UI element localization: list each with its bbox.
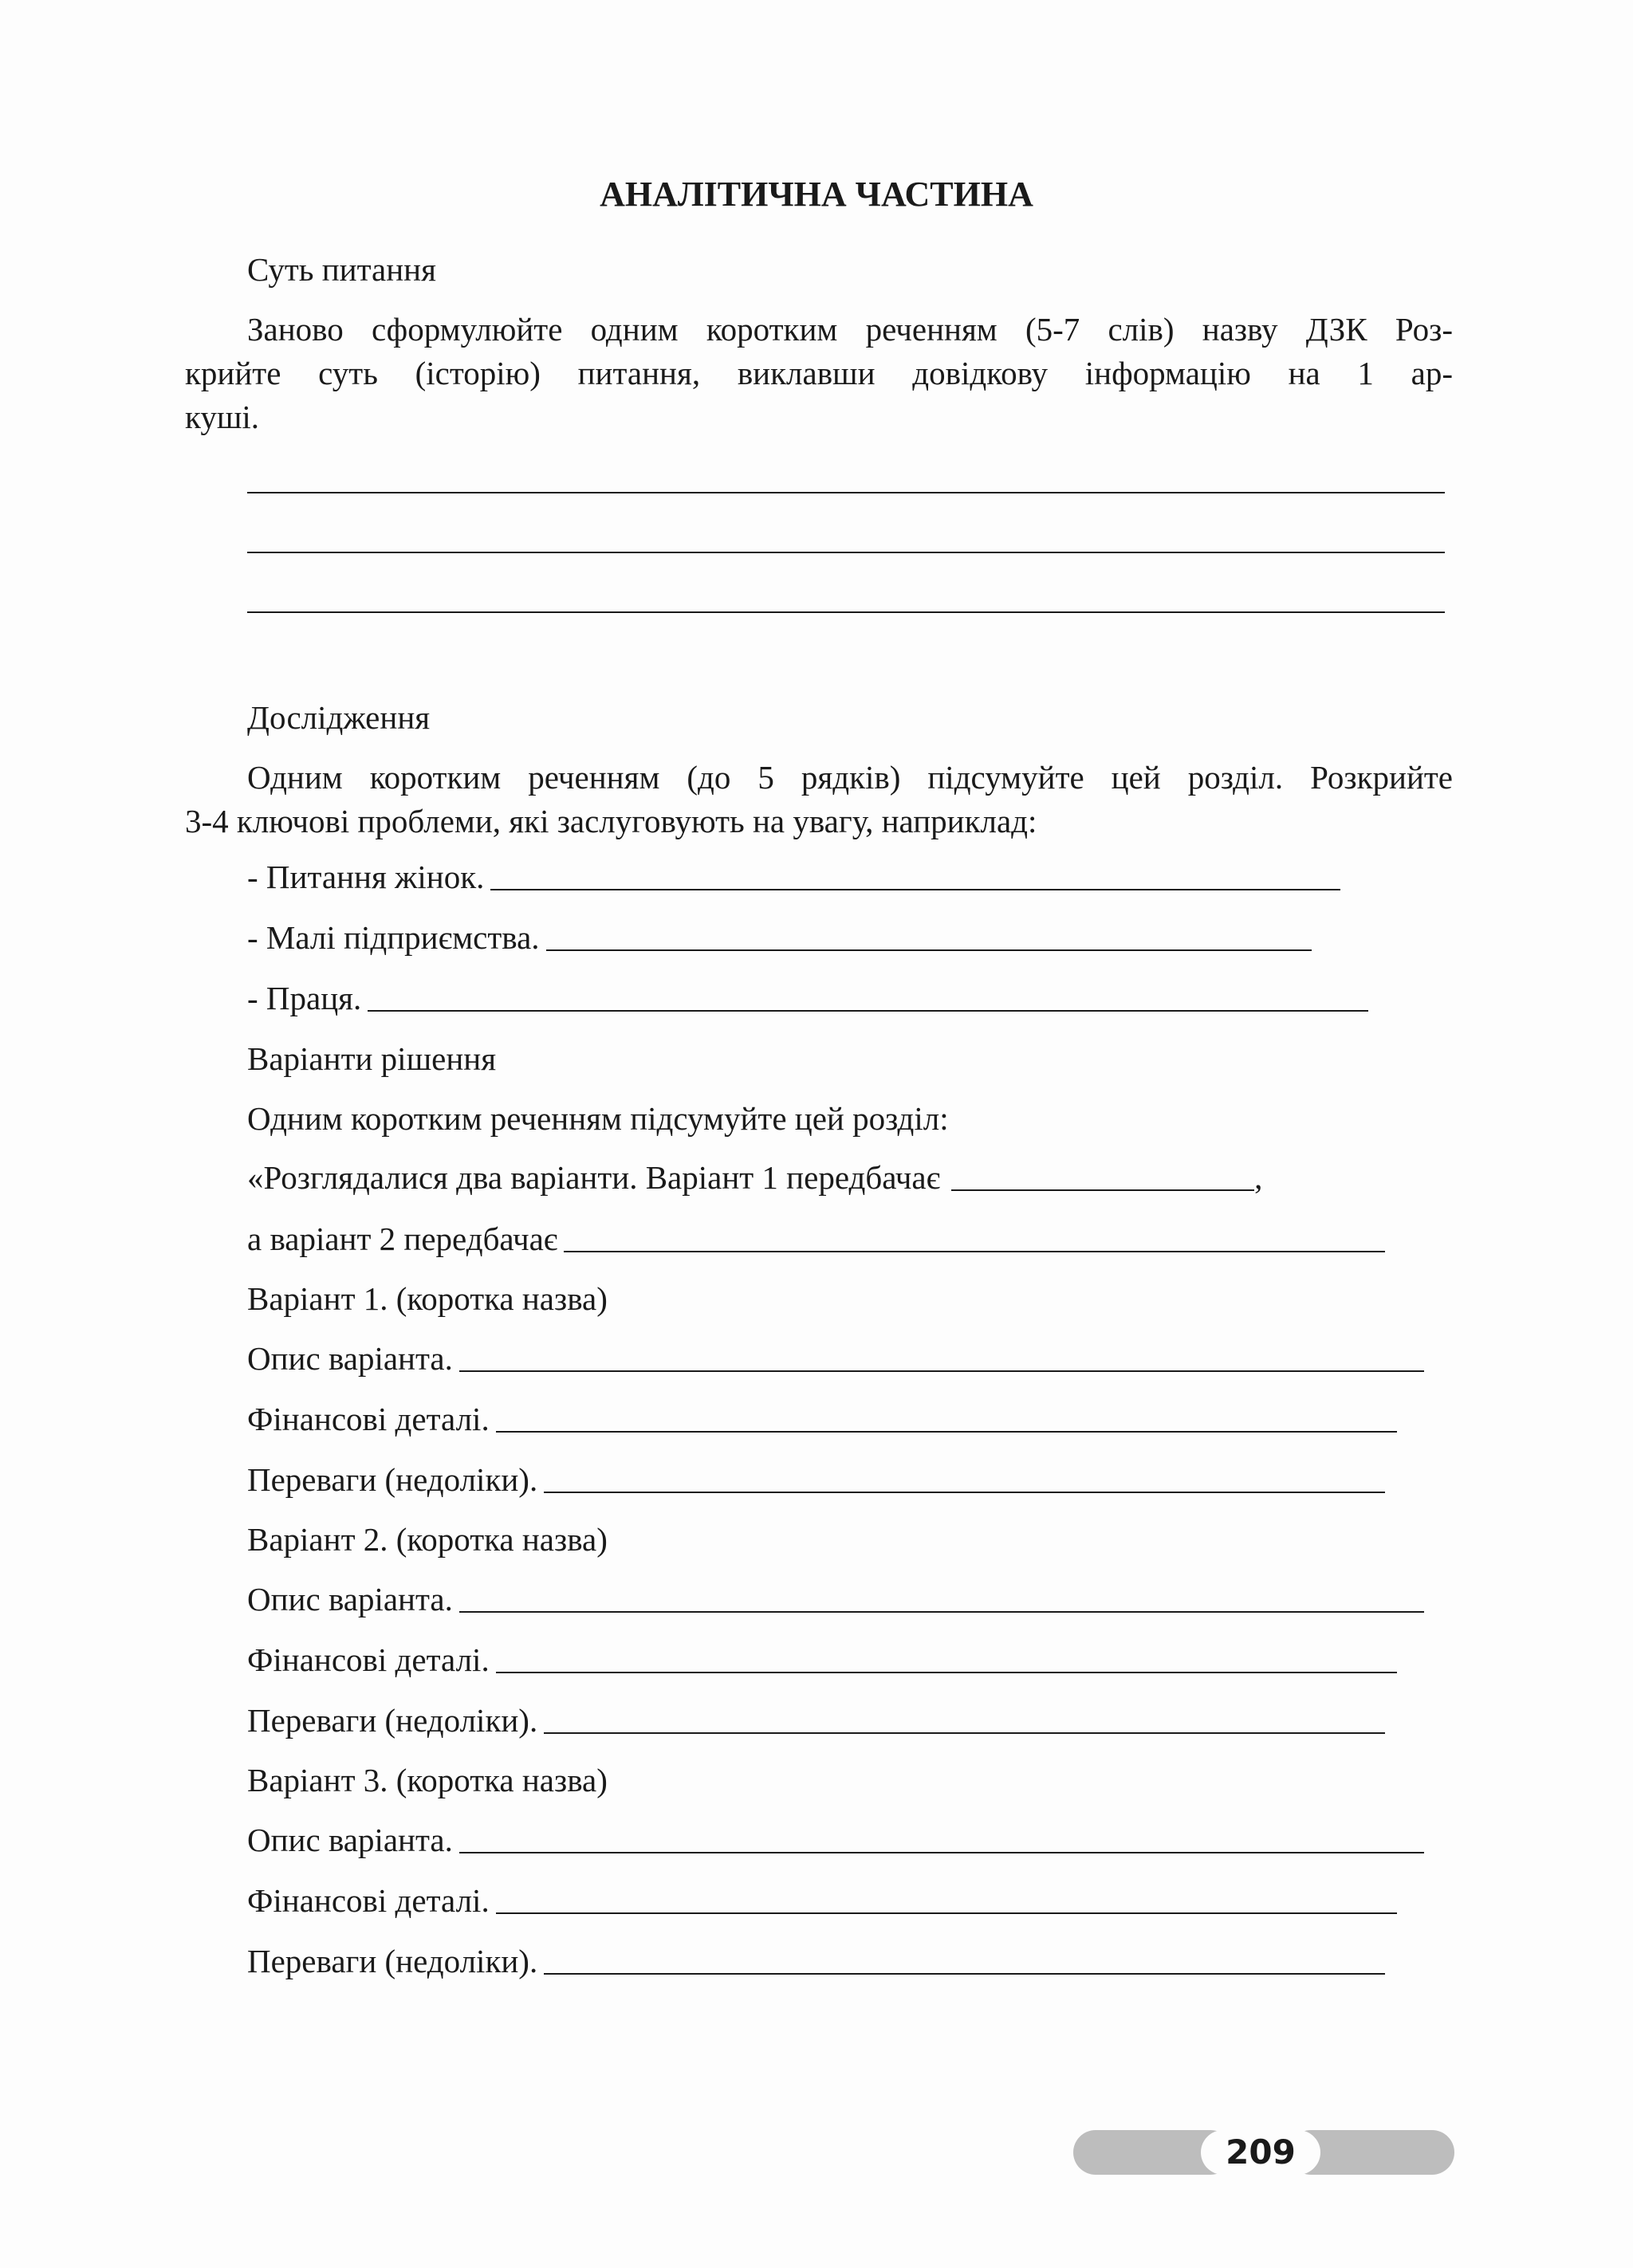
answer-blank [544,1492,1385,1493]
answer-blank [459,1370,1424,1372]
answer-blank [496,1672,1397,1673]
answer-blank [496,1912,1397,1914]
issue-label: - Малі підприємства. [247,919,540,956]
variant-3-pros-cons-field [247,1940,1385,1981]
quote-line-1 [247,1156,1262,1197]
field-label: Переваги (недоліки). [247,1943,538,1979]
field-label: Опис варіанта. [247,1340,453,1377]
field-label: Переваги (недоліки). [247,1702,538,1739]
issue-label: - Питання жінок. [247,859,485,895]
variant-3-finance-field [247,1879,1397,1920]
variant-2-pros-cons-field [247,1699,1385,1740]
section-heading-research: Дослідження [247,699,431,736]
essence-paragraph-line-1: Заново сформулюйте одним коротким реченням (5-7 слів) назву ДЗК Роз- [247,311,1453,348]
essence-paragraph-line-3: куші. [185,399,260,435]
issue-field-labor [247,977,1368,1018]
answer-line-1 [247,492,1445,493]
variant-2-title: Варіант 2. (коротка назва) [247,1521,608,1558]
options-intro: Одним коротким реченням підсумуйте цей розділ: [247,1100,949,1137]
page-number: 209 [1201,2130,1320,2175]
page-title: АНАЛІТИЧНА ЧАСТИНА [600,175,1033,214]
quote-comma: , [1254,1159,1263,1196]
answer-blank [951,1189,1254,1191]
issue-field-small-business [247,916,1312,957]
field-label: Переваги (недоліки). [247,1461,538,1498]
research-paragraph-line-1: Одним коротким реченням (до 5 рядків) підсумуйте цей розділ. Розкрийте [247,759,1453,796]
answer-blank [544,1973,1385,1975]
issue-field-women [247,855,1340,897]
answer-line-3 [247,611,1445,613]
essence-paragraph-line-2: крийте суть (історію) питання, виклавши довідкову інформацію на 1 ар- [185,355,1453,391]
variant-3-title: Варіант 3. (коротка назва) [247,1762,608,1798]
field-label: Фінансові деталі. [247,1882,490,1919]
variant-2-finance-field [247,1638,1397,1680]
variant-1-pros-cons-field [247,1458,1385,1500]
answer-blank [496,1431,1397,1433]
variant-1-description-field [247,1337,1424,1378]
variant-3-description-field [247,1818,1424,1860]
research-paragraph-line-2: 3-4 ключові проблеми, які заслуговують на увагу, наприклад: [185,803,1037,839]
quote-line-2 [247,1217,1385,1259]
field-label: Фінансові деталі. [247,1641,490,1678]
variant-1-title: Варіант 1. (коротка назва) [247,1280,608,1317]
issue-label: - Праця. [247,980,362,1016]
answer-blank [368,1010,1368,1012]
answer-blank [564,1251,1385,1252]
section-heading-options: Варіанти рішення [247,1040,497,1077]
field-label: Опис варіанта. [247,1822,453,1858]
answer-blank [544,1732,1385,1734]
quote-text: а варіант 2 передбачає [247,1220,558,1257]
field-label: Опис варіанта. [247,1581,453,1617]
field-label: Фінансові деталі. [247,1401,490,1437]
answer-blank [546,949,1312,951]
answer-blank [490,889,1340,890]
section-heading-essence: Суть питання [247,251,436,288]
answer-line-2 [247,552,1445,553]
answer-blank [459,1611,1424,1613]
variant-1-finance-field [247,1397,1397,1439]
page-number-bar [1073,2130,1454,2175]
quote-text: «Розглядалися два варіанти. Варіант 1 передбачає [247,1159,941,1196]
answer-blank [459,1852,1424,1853]
variant-2-description-field [247,1578,1424,1619]
